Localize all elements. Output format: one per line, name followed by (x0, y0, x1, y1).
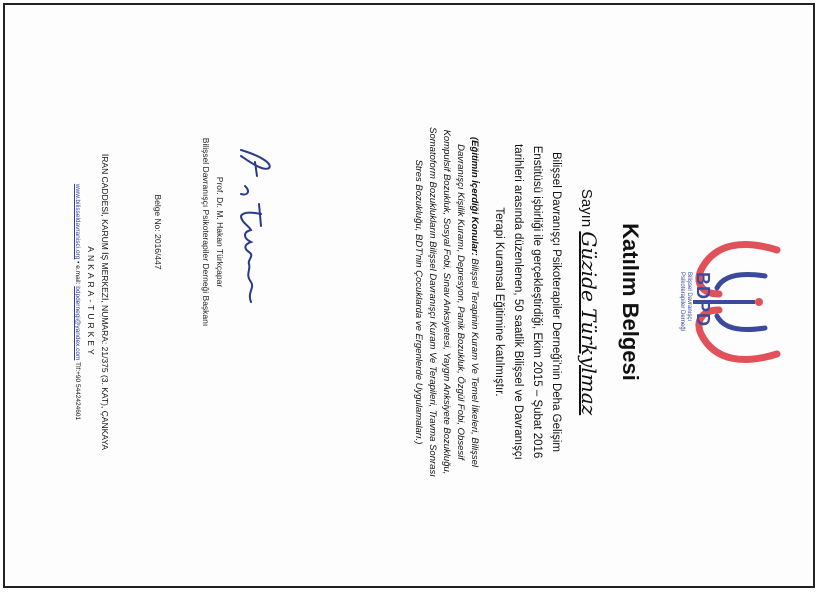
website-link[interactable]: www.bilisseldavranisci.org (74, 183, 81, 260)
certificate-number: Belge No: 2016/447 (153, 194, 163, 270)
logo-abbreviation: BDPD (693, 272, 713, 328)
signature (231, 142, 281, 322)
phone-number: Tlf:+90 5442424601 (74, 362, 81, 421)
body-line: Bilişsel Davranışçı Psikoterapiler Derneği'nin Deha Gelişim (550, 151, 562, 453)
topics-line: Kompulsif Bozukluk, Sosyal Fobi, Sınav Anksiyetesi, Yaygın Anksiyete Bozukluğu, (441, 129, 452, 475)
certificate-page (21, 22, 811, 582)
topics-text: Bilişsel Terapinin Kuram Ve Temel İlkeleri, Bilişsel (469, 258, 480, 467)
topics-line: Somatoform Bozuklukların Bilişsel Davranışçı Kuram Ve Terapileri, Travma Sonrası (427, 127, 438, 477)
body-line: Enstitüsü işbirliği ile gerçekleştirdiği, Ekim 2015 – Şubat 2016 (531, 145, 543, 459)
footer-city: ANKARA-TURKEY (86, 246, 96, 358)
logo-subtitle-line2: Psikoterapiler Derneği (679, 272, 685, 332)
footer-address: İRAN CADDESİ, KARUM İŞ MERKEZİ, NUMARA: 21/375 (3. KAT), ÇANKAYA (100, 153, 110, 451)
email-link[interactable]: bdpdernegi@yandex.com (74, 286, 81, 361)
footer-contact (71, 22, 83, 582)
certificate-title: Katılım Belgesi (618, 223, 643, 381)
training-topics (411, 62, 481, 542)
topics-label: (Eğitimin İçerdiği Konular: (469, 137, 480, 256)
recipient-name: Güzide Türkylmaz (577, 231, 601, 416)
certificate-body (489, 62, 565, 542)
topics-line: Davranışçı Kişilik Kuramı, Depresyon, Panik Bozukluk, Özgül Fobi, Obsesif (455, 144, 466, 460)
topics-line: Stres Bozukluğu, BDT'nin Çocuklarda ve Ergenlerde Uygulamaları.) (413, 159, 424, 445)
logo-subtitle-line1: Bilişsel Davranışçı (686, 272, 692, 322)
signer-block (199, 82, 227, 382)
signer-title: Bilişsel Davranışçı Psikoterapiler Derneği Başkanı (201, 137, 211, 327)
topics-line (467, 62, 481, 542)
body-line: tarihleri arasında düzenlenen, 50 saatlik Bilişsel ve Davranışçı (512, 144, 524, 460)
email-label: • e.mail: (74, 261, 81, 285)
footer (71, 22, 111, 582)
signer-name: Prof. Dr. M. Hakan Türkçapar (215, 176, 225, 288)
document-frame (3, 3, 815, 588)
body-line: Terapi Kuramsal Eğitimine katılmıştır. (493, 207, 505, 397)
salutation-prefix: Sayın (578, 188, 595, 228)
salutation (577, 22, 601, 582)
